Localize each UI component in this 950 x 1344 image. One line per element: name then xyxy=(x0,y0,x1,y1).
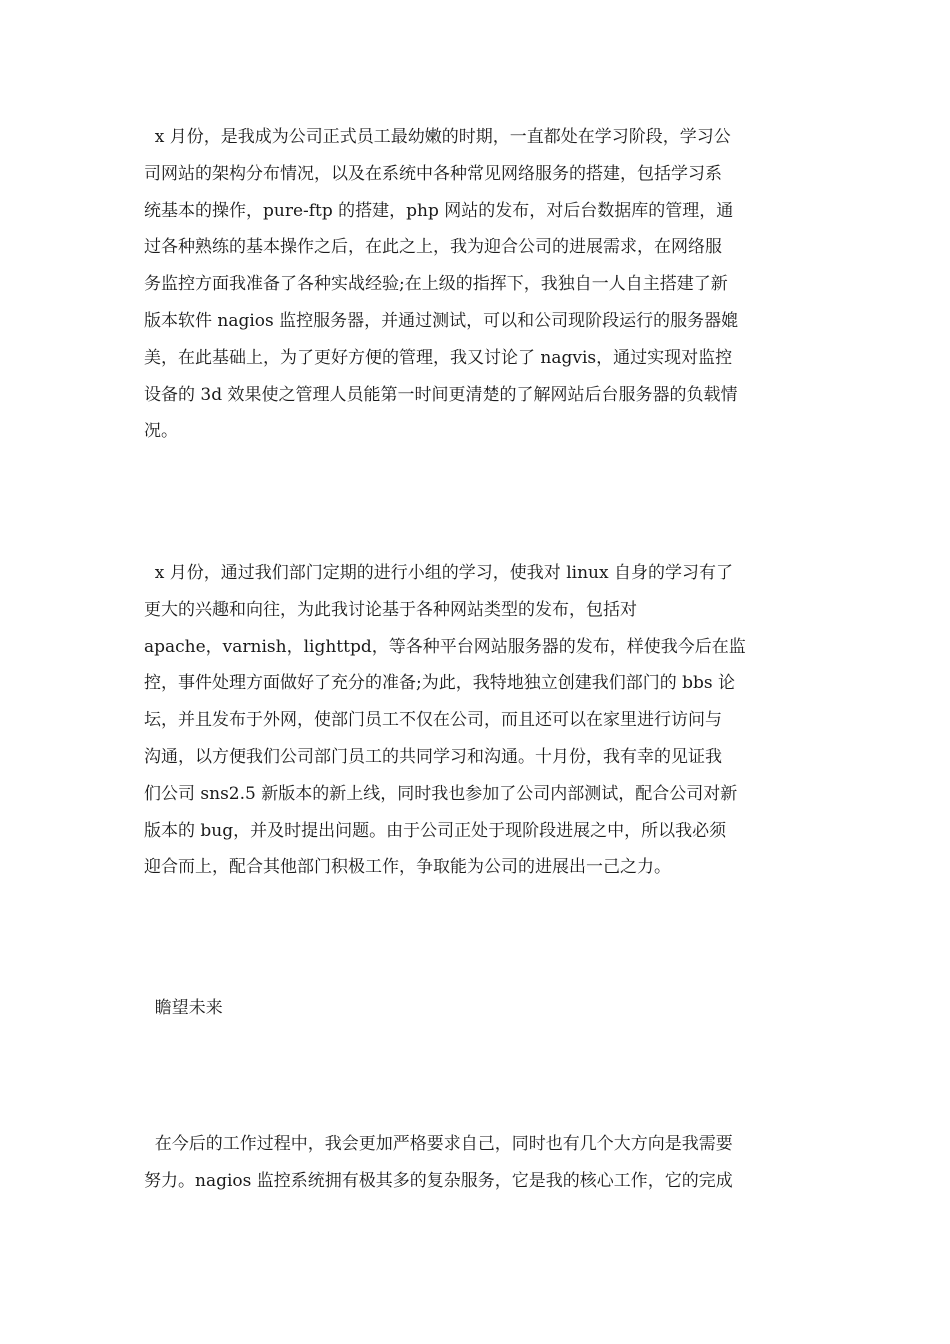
paragraph-line: x 月份，通过我们部门定期的进行小组的学习，使我对 linux 自身的学习有了 xyxy=(144,563,733,583)
paragraph-line: 努力。nagios 监控系统拥有极其多的复杂服务，它是我的核心工作，它的完成 xyxy=(144,1170,733,1191)
paragraph-line: 司网站的架构分布情况，以及在系统中各种常见网络服务的搭建，包括学习系 xyxy=(144,163,722,184)
section-heading xyxy=(144,990,814,1027)
paragraph-line: x 月份，是我成为公司正式员工最幼嫩的时期，一直都处在学习阶段，学习公 xyxy=(144,127,731,147)
paragraph-line: 统基本的操作，pure-ftp 的搭建，php 网站的发布，对后台数据库的管理，通 xyxy=(144,200,734,221)
paragraph-line: 更大的兴趣和向往，为此我讨论基于各种网站类型的发布，包括对 xyxy=(144,599,637,620)
paragraph-3 xyxy=(144,1126,814,1200)
paragraph-2 xyxy=(144,555,814,886)
paragraph-line: apache，varnish，lighttpd，等各种平台网站服务器的发布，样使我今后在监 xyxy=(144,636,746,657)
paragraph-line: 控，事件处理方面做好了充分的准备;为此，我特地独立创建我们部门的 bbs 论 xyxy=(144,673,736,694)
paragraph-1 xyxy=(144,119,814,450)
paragraph-line: 迎合而上，配合其他部门积极工作，争取能为公司的进展出一己之力。 xyxy=(144,857,671,878)
paragraph-line: 在今后的工作过程中，我会更加严格要求自己，同时也有几个大方向是我需要 xyxy=(144,1134,733,1154)
paragraph-line: 沟通，以方便我们公司部门员工的共同学习和沟通。十月份，我有幸的见证我 xyxy=(144,746,722,767)
paragraph-line: 况。 xyxy=(144,421,178,442)
paragraph-line: 坛，并且发布于外网，使部门员工不仅在公司，而且还可以在家里进行访问与 xyxy=(144,710,722,731)
paragraph-line: 务监控方面我准备了各种实战经验;在上级的指挥下，我独自一人自主搭建了新 xyxy=(144,274,728,295)
paragraph-line: 们公司 sns2.5 新版本的新上线，同时我也参加了公司内部测试，配合公司对新 xyxy=(144,783,738,804)
paragraph-line: 美，在此基础上，为了更好方便的管理，我又讨论了 nagvis，通过实现对监控 xyxy=(144,347,733,368)
paragraph-line: 过各种熟练的基本操作之后，在此之上，我为迎合公司的进展需求，在网络服 xyxy=(144,237,722,258)
paragraph-line: 版本软件 nagios 监控服务器，并通过测试，可以和公司现阶段运行的服务器媲 xyxy=(144,310,739,331)
section-heading-text: 瞻望未来 xyxy=(144,998,223,1018)
paragraph-line: 设备的 3d 效果使之管理人员能第一时间更清楚的了解网站后台服务器的负载情 xyxy=(144,384,738,405)
paragraph-line: 版本的 bug，并及时提出问题。由于公司正处于现阶段进展之中，所以我必须 xyxy=(144,820,727,841)
